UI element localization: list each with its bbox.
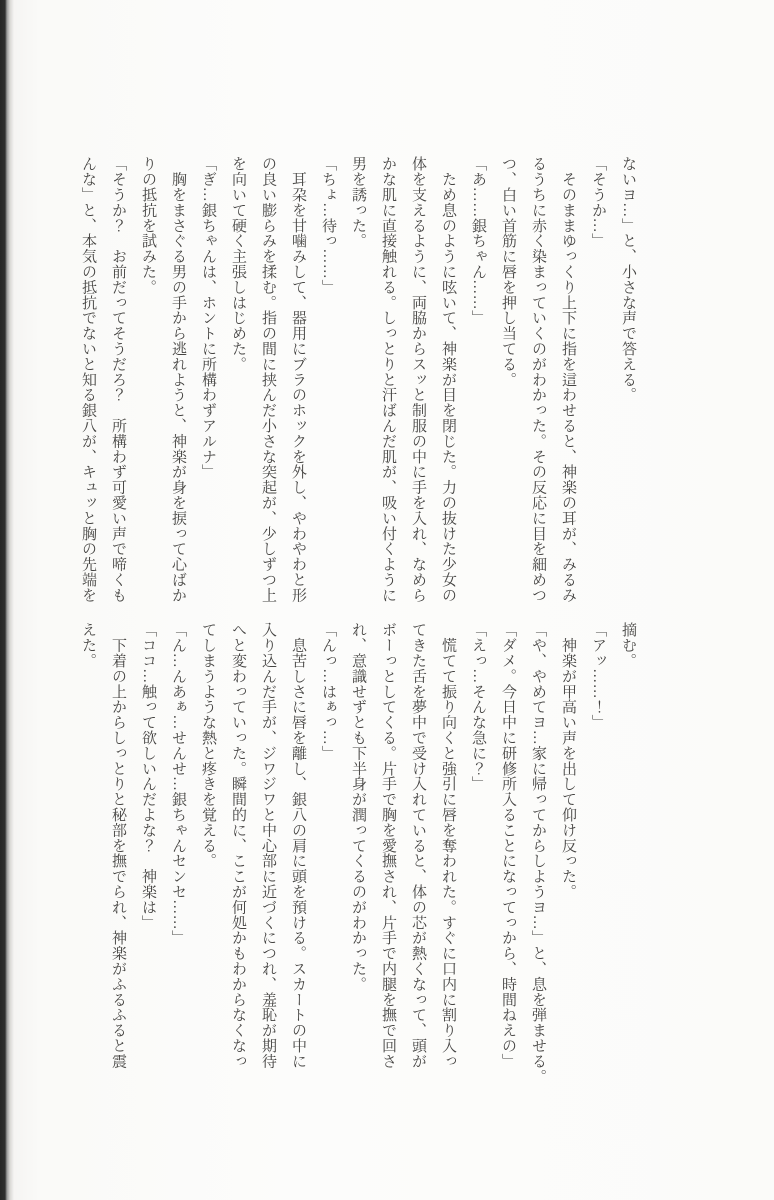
text-line: 「アッ……！」 (590, 622, 606, 730)
text-line: つ、白い首筋に唇を押し当てる。 (500, 156, 516, 387)
text-line: ボーっとしてくる。片手で胸を愛撫され、片手で内腿を撫で回さ (380, 622, 396, 1069)
text-line: 「そうか？ お前だってそうだろ？ 所構わず可愛い声で啼くも (110, 156, 126, 603)
text-line: 摘む。 (620, 622, 636, 669)
text-line: てしまうような熱と疼きを覚える。 (200, 622, 216, 869)
text-line: 下着の上からしっとりと秘部を撫でられ、神楽がふるふると震 (110, 622, 126, 1069)
text-line: へと変わっていった。瞬間的に、ここが何処かもわからなくなっ (230, 622, 246, 1069)
text-line: 胸をまさぐる男の手から逃れようと、神楽が身を捩って心ばか (170, 156, 186, 603)
text-line: 「えっ…そんな急に？」 (470, 622, 486, 792)
text-line: 「や、やめてヨ…家に帰ってからしようヨ…」と、息を弾ませる。 (530, 622, 546, 1084)
text-line: ため息のように呟いて、神楽が目を閉じた。力の抜けた少女の (440, 156, 456, 603)
text-line: 体を支えるように、両脇からスッと制服の中に手を入れ、なめら (410, 156, 426, 603)
text-line: 「ダメ。今日中に研修所入ることになってっから、時間ねえの」 (500, 622, 516, 1069)
text-line: の良い膨らみを揉む。指の間に挟んだ小さな突起が、少しずつ上 (260, 156, 276, 603)
text-line: りの抵抗を試みた。 (140, 156, 156, 295)
text-line: えた。 (80, 622, 96, 669)
text-line: るうちに赤く染まっていくのがわかった。その反応に目を細めつ (530, 156, 546, 603)
text-line: れ、意識せずとも下半身が潤ってくるのがわかった。 (350, 622, 366, 992)
scan-edge-shadow (0, 0, 14, 1200)
text-line: 「あ……銀ちゃん……」 (470, 156, 486, 326)
text-line: 息苦しさに唇を離し、銀八の肩に頭を預ける。スカートの中に (290, 622, 306, 1069)
text-block-lower (73, 622, 643, 1084)
text-line: かな肌に直接触れる。しっとりと汗ばんだ肌が、吸い付くように (380, 156, 396, 603)
text-line: そのままゆっくり上下に指を這わせると、神楽の耳が、みるみ (560, 156, 576, 603)
text-line: 男を誘った。 (350, 156, 366, 249)
text-line: ないヨ…」と、小さな声で答える。 (620, 156, 636, 403)
text-line: を向いて硬く主張しはじめた。 (230, 156, 246, 372)
text-line: 「ココ…触って欲しいんだよな？ 神楽は」 (140, 622, 156, 930)
text-line: 「そうか…」 (590, 156, 606, 249)
text-block-upper (73, 156, 643, 603)
text-line: 「ちょ…待っ……」 (320, 156, 336, 295)
text-line: 「んっ…はぁっ…」 (320, 622, 336, 761)
text-line: 入り込んだ手が、ジワジワと中心部に近づくにつれ、羞恥が期待 (260, 622, 276, 1069)
text-line: んな」と、本気の抵抗でないと知る銀八が、キュッと胸の先端を (80, 156, 96, 603)
text-line: 耳朶を甘噛みして、器用にブラのホックを外し、やわやわと形 (290, 156, 306, 603)
text-line: 慌てて振り向くと強引に唇を奪われた。すぐに口内に割り入っ (440, 622, 456, 1069)
text-line: てきた舌を夢中で受け入れていると、体の芯が熱くなって、頭が (410, 622, 426, 1069)
text-line: 「ぎ…銀ちゃんは、ホントに所構わずアルナ」 (200, 156, 216, 480)
text-line: 神楽が甲高い声を出して仰け反った。 (560, 622, 576, 900)
text-line: 「ん…んあぁ…せんせ…銀ちゃんセンセ……」 (170, 622, 186, 946)
